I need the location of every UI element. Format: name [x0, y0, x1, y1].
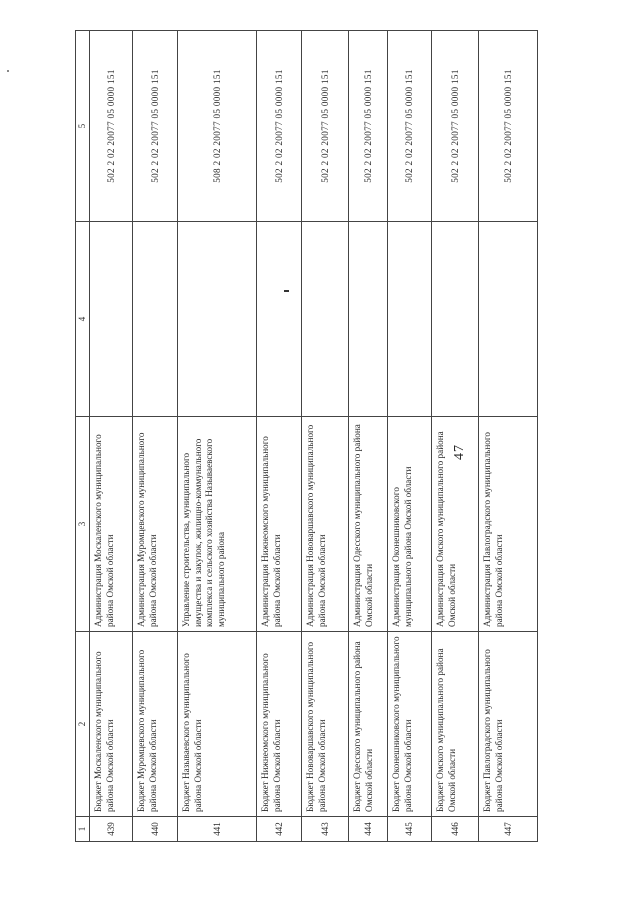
budget-code-cell: 502 2 02 20077 05 0000 151 — [302, 31, 349, 222]
row-number: 443 — [302, 817, 349, 842]
administrator-cell: Администрация Омского муниципального района Омской области — [432, 417, 479, 632]
row-number: 439 — [90, 817, 133, 842]
column-header-row — [76, 31, 90, 842]
column-4-cell — [432, 222, 479, 417]
administrator-cell: Администрация Нижнеомского муниципального района Омской области — [257, 417, 302, 632]
table-row — [432, 31, 479, 842]
budget-name-cell: Бюджет Оконешниковского муниципального района Омской области — [388, 632, 432, 817]
column-header-2: 2 — [76, 632, 90, 817]
table-row — [302, 31, 349, 842]
scan-speck — [7, 70, 9, 72]
table-row — [349, 31, 388, 842]
column-4-cell — [133, 222, 178, 417]
row-number: 440 — [133, 817, 178, 842]
rotated-page — [50, 42, 590, 862]
table-row — [257, 31, 302, 842]
column-4-cell — [90, 222, 133, 417]
page-number: 47 — [452, 444, 467, 460]
row-number: 444 — [349, 817, 388, 842]
budget-table — [75, 30, 538, 842]
table-row — [90, 31, 133, 842]
budget-name-cell: Бюджет Муромцевского муниципального района Омской области — [133, 632, 178, 817]
administrator-cell: Администрация Муромцевского муниципального района Омской области — [133, 417, 178, 632]
budget-name-cell: Бюджет Омского муниципального района Омской области — [432, 632, 479, 817]
table-row — [388, 31, 432, 842]
column-header-5: 5 — [76, 31, 90, 222]
table-row — [178, 31, 257, 842]
table-row — [479, 31, 538, 842]
column-4-cell — [178, 222, 257, 417]
column-4-cell — [257, 222, 302, 417]
budget-code-cell: 502 2 02 20077 05 0000 151 — [349, 31, 388, 222]
budget-name-cell: Бюджет Нововаршавского муниципального района Омской области — [302, 632, 349, 817]
administrator-cell: Администрация Москаленского муниципального района Омской области — [90, 417, 133, 632]
budget-code-cell: 502 2 02 20077 05 0000 151 — [133, 31, 178, 222]
column-4-cell — [302, 222, 349, 417]
budget-code-cell: 502 2 02 20077 05 0000 151 — [90, 31, 133, 222]
administrator-cell: Управление строительства, муниципального имущества и закупок, жилищно-коммунального комплекса и сельского хозяйства Называевского муниципального района — [178, 417, 257, 632]
column-header-4: 4 — [76, 222, 90, 417]
column-4-cell — [479, 222, 538, 417]
administrator-cell: Администрация Павлоградского муниципального района Омской области — [479, 417, 538, 632]
administrator-cell: Администрация Одесского муниципального района Омской области — [349, 417, 388, 632]
budget-code-cell: 502 2 02 20077 05 0000 151 — [388, 31, 432, 222]
table-row — [133, 31, 178, 842]
budget-name-cell: Бюджет Называевского муниципального района Омской области — [178, 632, 257, 817]
column-4-cell — [349, 222, 388, 417]
row-number: 441 — [178, 817, 257, 842]
budget-code-cell: 502 2 02 20077 05 0000 151 — [257, 31, 302, 222]
budget-name-cell: Бюджет Павлоградского муниципального района Омской области — [479, 632, 538, 817]
budget-name-cell: Бюджет Нижнеомского муниципального района Омской области — [257, 632, 302, 817]
row-number: 442 — [257, 817, 302, 842]
budget-name-cell: Бюджет Москаленского муниципального района Омской области — [90, 632, 133, 817]
budget-code-cell: 502 2 02 20077 05 0000 151 — [432, 31, 479, 222]
budget-code-cell: 508 2 02 20077 05 0000 151 — [178, 31, 257, 222]
row-number: 445 — [388, 817, 432, 842]
budget-name-cell: Бюджет Одесского муниципального района Омской области — [349, 632, 388, 817]
budget-code-cell: 502 2 02 20077 05 0000 151 — [479, 31, 538, 222]
scan-mark — [284, 290, 289, 292]
column-header-1: 1 — [76, 817, 90, 842]
row-number: 447 — [479, 817, 538, 842]
row-number: 446 — [432, 817, 479, 842]
administrator-cell: Администрация Оконешниковского муниципального района Омской области — [388, 417, 432, 632]
column-4-cell — [388, 222, 432, 417]
column-header-3: 3 — [76, 417, 90, 632]
administrator-cell: Администрация Нововаршавского муниципального района Омской области — [302, 417, 349, 632]
